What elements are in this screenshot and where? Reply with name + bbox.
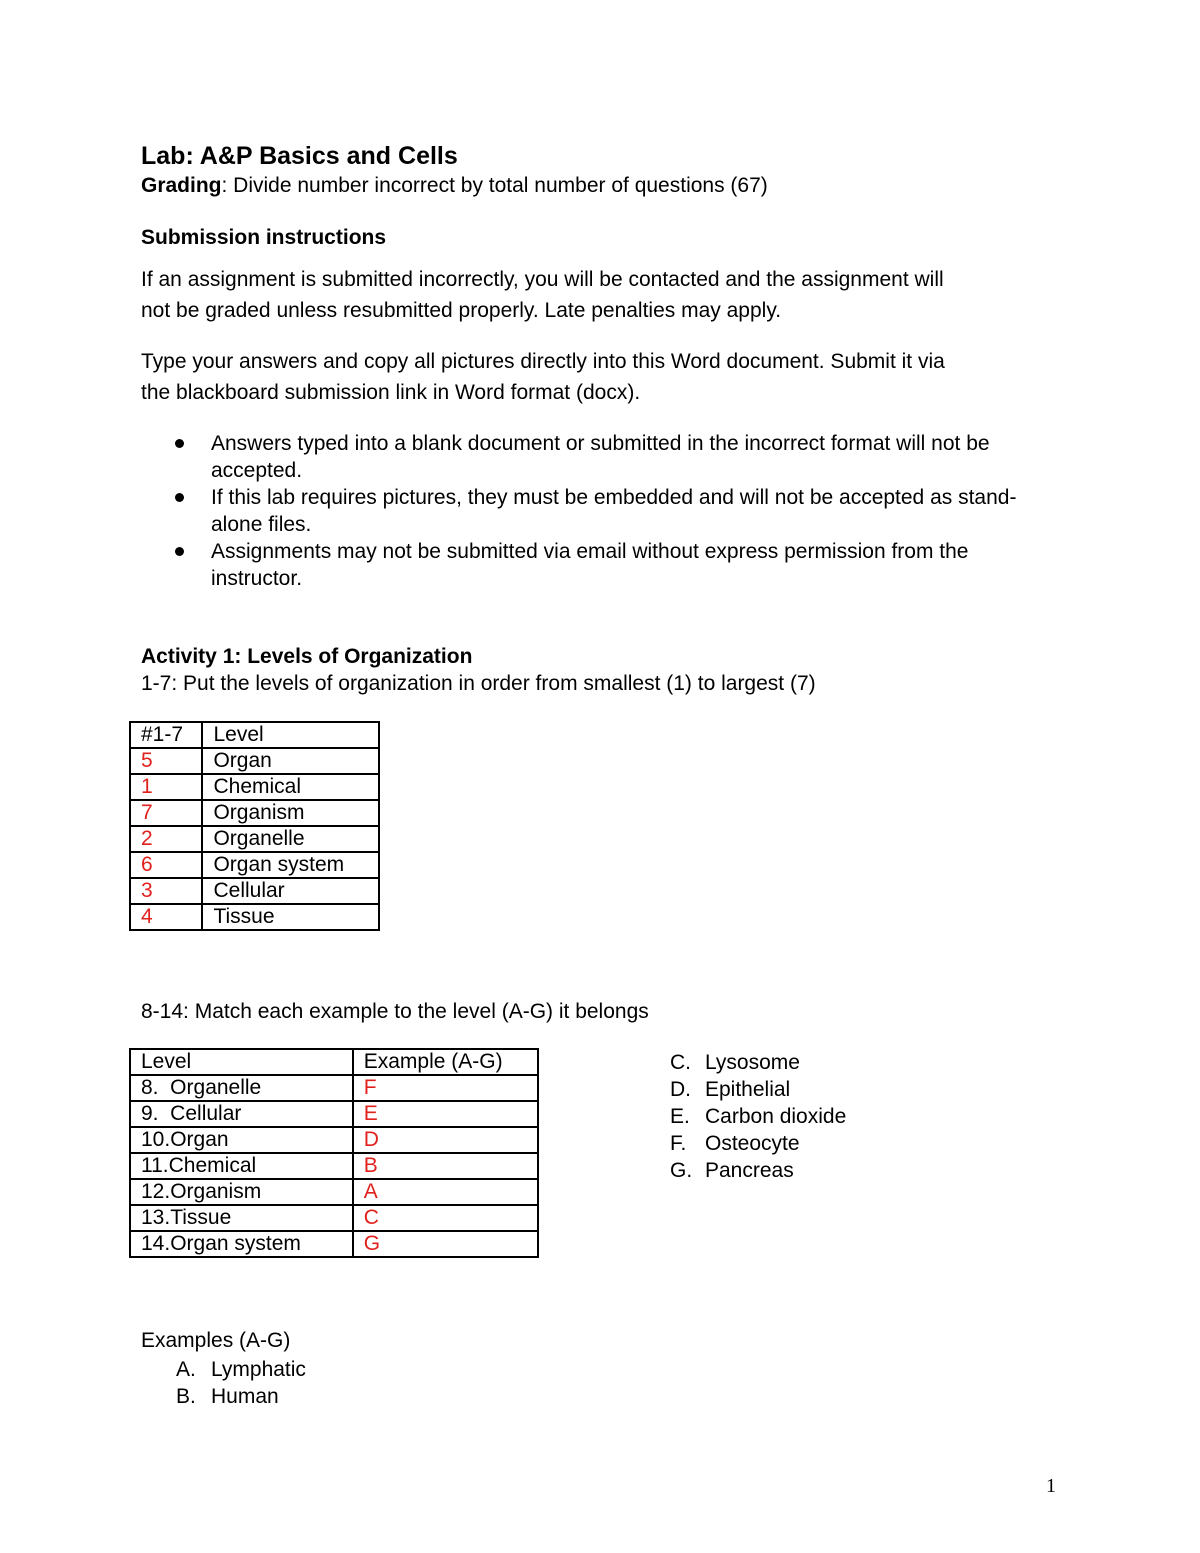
answer-cell: C — [353, 1205, 538, 1231]
list-item — [176, 1383, 306, 1410]
table-row — [130, 1153, 538, 1179]
grading-label: Grading — [141, 174, 222, 197]
submission-para1-line2: not be graded unless resubmitted properly. Late penalties may apply. — [141, 299, 782, 322]
table-row — [130, 1179, 538, 1205]
table-header-cell: Level — [130, 1049, 353, 1075]
bullet-text: If this lab requires pictures, they must be embedded and will not be accepted as stand-alone files. — [211, 486, 1017, 536]
list-text: Pancreas — [705, 1159, 794, 1182]
table-header-cell: Level — [202, 722, 379, 748]
question-8-14: 8-14: Match each example to the level (A-G) it belongs — [141, 1000, 649, 1023]
answer-cell: 4 — [130, 904, 202, 930]
bullet-text: Answers typed into a blank document or submitted in the incorrect format will not be accepted. — [211, 432, 990, 482]
grading-line — [141, 174, 768, 198]
list-letter: A. — [176, 1358, 196, 1381]
answer-cell: 2 — [130, 826, 202, 852]
bullet-item — [171, 484, 1061, 538]
list-text: Human — [211, 1385, 279, 1408]
bullet-item — [171, 538, 1061, 592]
list-text: Lysosome — [705, 1051, 800, 1074]
submission-heading: Submission instructions — [141, 226, 387, 249]
level-cell: 13.Tissue — [130, 1205, 353, 1231]
level-cell: Cellular — [202, 878, 379, 904]
level-cell: 11.Chemical — [130, 1153, 353, 1179]
bullet-icon — [175, 547, 184, 556]
table-row — [130, 1127, 538, 1153]
answer-cell: G — [353, 1231, 538, 1257]
level-cell: 12.Organism — [130, 1179, 353, 1205]
answer-cell: 1 — [130, 774, 202, 800]
level-cell: 14.Organ system — [130, 1231, 353, 1257]
table-header-cell: #1-7 — [130, 722, 202, 748]
submission-para1-line1: If an assignment is submitted incorrectly, you will be contacted and the assignment will — [141, 268, 944, 291]
table-row — [130, 1101, 538, 1127]
answer-cell: E — [353, 1101, 538, 1127]
answer-cell: 3 — [130, 878, 202, 904]
bullet-icon — [175, 493, 184, 502]
level-cell: 10.Organ — [130, 1127, 353, 1153]
bullet-text: Assignments may not be submitted via email without express permission from the instructor. — [211, 540, 969, 590]
answer-cell: 5 — [130, 748, 202, 774]
list-item — [670, 1049, 846, 1076]
examples-heading: Examples (A-G) — [141, 1329, 291, 1352]
table-row — [130, 800, 379, 826]
list-letter: D. — [670, 1078, 691, 1101]
page-number: 1 — [1046, 1475, 1056, 1497]
table-row — [130, 826, 379, 852]
level-cell: Organ — [202, 748, 379, 774]
bullet-icon — [175, 439, 184, 448]
submission-para2-line1: Type your answers and copy all pictures directly into this Word document. Submit it via — [141, 350, 945, 373]
level-cell: Tissue — [202, 904, 379, 930]
table-row — [130, 1075, 538, 1101]
list-text: Epithelial — [705, 1078, 791, 1101]
list-item — [670, 1103, 846, 1130]
list-text: Lymphatic — [211, 1358, 306, 1381]
table-row — [130, 904, 379, 930]
list-text: Carbon dioxide — [705, 1105, 847, 1128]
page-title: Lab: A&P Basics and Cells — [141, 142, 458, 170]
list-text: Osteocyte — [705, 1132, 800, 1155]
list-item — [670, 1157, 846, 1184]
answer-cell: 7 — [130, 800, 202, 826]
levels-order-table — [129, 721, 380, 931]
answer-cell: A — [353, 1179, 538, 1205]
example-match-table — [129, 1048, 539, 1258]
activity1-heading: Activity 1: Levels of Organization — [141, 645, 473, 668]
level-cell: 9. Cellular — [130, 1101, 353, 1127]
list-letter: F. — [670, 1132, 687, 1155]
answer-cell: 6 — [130, 852, 202, 878]
table-row — [130, 748, 379, 774]
table-header-row — [130, 722, 379, 748]
answer-cell: D — [353, 1127, 538, 1153]
bullet-item — [171, 430, 1061, 484]
list-item — [670, 1076, 846, 1103]
examples-list-right — [670, 1049, 846, 1184]
table-header-row — [130, 1049, 538, 1075]
examples-list-left — [176, 1356, 306, 1410]
list-item — [176, 1356, 306, 1383]
grading-text: : Divide number incorrect by total number of questions (67) — [221, 174, 768, 197]
table-row — [130, 852, 379, 878]
level-cell: Organ system — [202, 852, 379, 878]
answer-cell: F — [353, 1075, 538, 1101]
table-row — [130, 1205, 538, 1231]
list-item — [670, 1130, 846, 1157]
list-letter: C. — [670, 1051, 691, 1074]
level-cell: Organelle — [202, 826, 379, 852]
list-letter: E. — [670, 1105, 690, 1128]
list-letter: B. — [176, 1385, 196, 1408]
table-row — [130, 1231, 538, 1257]
answer-cell: B — [353, 1153, 538, 1179]
list-letter: G. — [670, 1159, 693, 1182]
submission-bullet-list — [171, 430, 1061, 592]
table-row — [130, 774, 379, 800]
table-row — [130, 878, 379, 904]
submission-para2-line2: the blackboard submission link in Word format (docx). — [141, 381, 641, 404]
table-header-cell: Example (A-G) — [353, 1049, 538, 1075]
level-cell: 8. Organelle — [130, 1075, 353, 1101]
level-cell: Chemical — [202, 774, 379, 800]
question-1-7: 1-7: Put the levels of organization in order from smallest (1) to largest (7) — [141, 672, 816, 695]
level-cell: Organism — [202, 800, 379, 826]
